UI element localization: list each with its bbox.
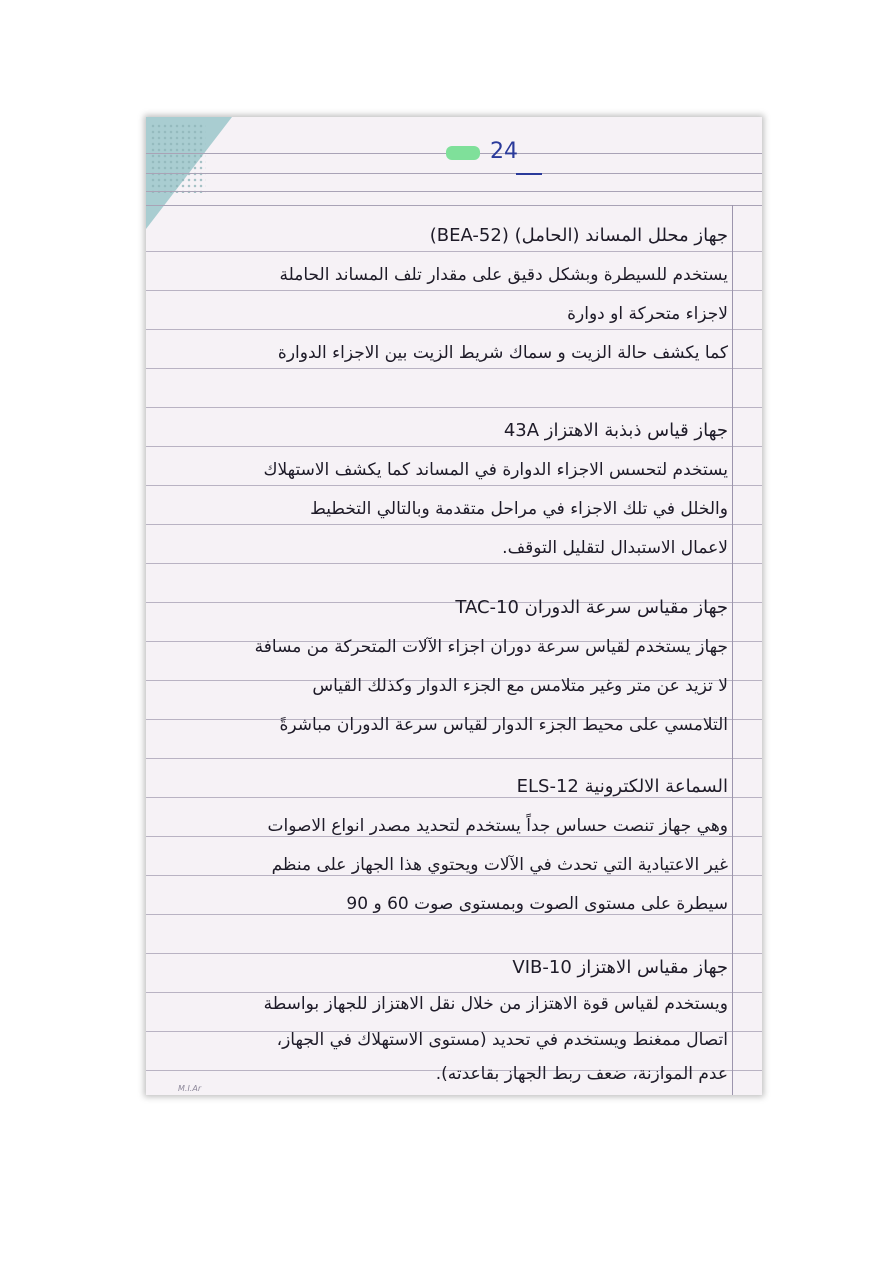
text-line: اتصال ممغنط ويستخدم في تحديد (مستوى الاستهلاك في الجهاز،: [276, 1030, 728, 1050]
section-heading: جهاز مقياس الاهتزاز VIB-10: [512, 957, 728, 978]
text-line: التلامسي على محيط الجزء الدوار لقياس سرعة الدوران مباشرةً: [279, 715, 728, 735]
page-number: [446, 139, 576, 179]
text-line: والخلل في تلك الاجزاء في مراحل متقدمة وبالتالي التخطيط: [310, 499, 728, 519]
rule: [146, 290, 762, 291]
rule: [146, 446, 762, 447]
rule: [146, 563, 762, 564]
section-heading: جهاز محلل المساند (الحامل) (BEA-52): [429, 225, 728, 246]
text-line: غير الاعتيادية التي تحدث في الآلات ويحتوي هذا الجهاز على منظم: [271, 855, 728, 875]
text-line: لاعمال الاستبدال لتقليل التوقف.: [502, 538, 728, 558]
text-line: لاجزاء متحركة او دوارة: [567, 304, 728, 324]
rule: [146, 329, 762, 330]
text-line: عدم الموازنة، ضعف ربط الجهاز بقاعدته).: [435, 1064, 728, 1084]
footer-mark: M.I.Ar: [178, 1084, 202, 1093]
section-heading: السماعة الالكترونية ELS-12: [516, 776, 728, 797]
text-line: كما يكشف حالة الزيت و سماك شريط الزيت بين الاجزاء الدوارة: [277, 343, 728, 363]
text-line: جهاز يستخدم لقياس سرعة دوران اجزاء الآلات المتحركة من مسافة: [254, 637, 728, 657]
rule: [146, 524, 762, 525]
margin-line: [732, 205, 733, 1095]
page-number-text: 24: [490, 139, 518, 164]
text-line: لا تزيد عن متر وغير متلامس مع الجزء الدوار وكذلك القياس: [312, 676, 728, 696]
text-line: ويستخدم لقياس قوة الاهتزاز من خلال نقل الاهتزاز للجهاز بواسطة: [263, 994, 728, 1014]
highlight-mark: [446, 146, 480, 160]
rule: [146, 485, 762, 486]
rule: [146, 368, 762, 369]
rule: [146, 407, 762, 408]
corner-texture: [150, 123, 206, 193]
page-number-underline: [516, 173, 542, 175]
text-line: يستخدم للسيطرة وبشكل دقيق على مقدار تلف المساند الحاملة: [279, 265, 728, 285]
rule: [146, 205, 762, 206]
rule: [146, 758, 762, 759]
text-line: يستخدم لتحسس الاجزاء الدوارة في المساند كما يكشف الاستهلاك: [263, 460, 728, 480]
rule: [146, 251, 762, 252]
section-heading: جهاز مقياس سرعة الدوران TAC-10: [455, 597, 728, 618]
text-line: سيطرة على مستوى الصوت وبمستوى صوت 60 و 90: [346, 894, 728, 914]
notebook-page: [146, 117, 762, 1095]
section-heading: جهاز قياس ذبذبة الاهتزاز 43A: [503, 420, 728, 441]
rule: [146, 191, 762, 192]
text-line: وهي جهاز تنصت حساس جداً يستخدم لتحديد مصدر انواع الاصوات: [267, 816, 728, 836]
